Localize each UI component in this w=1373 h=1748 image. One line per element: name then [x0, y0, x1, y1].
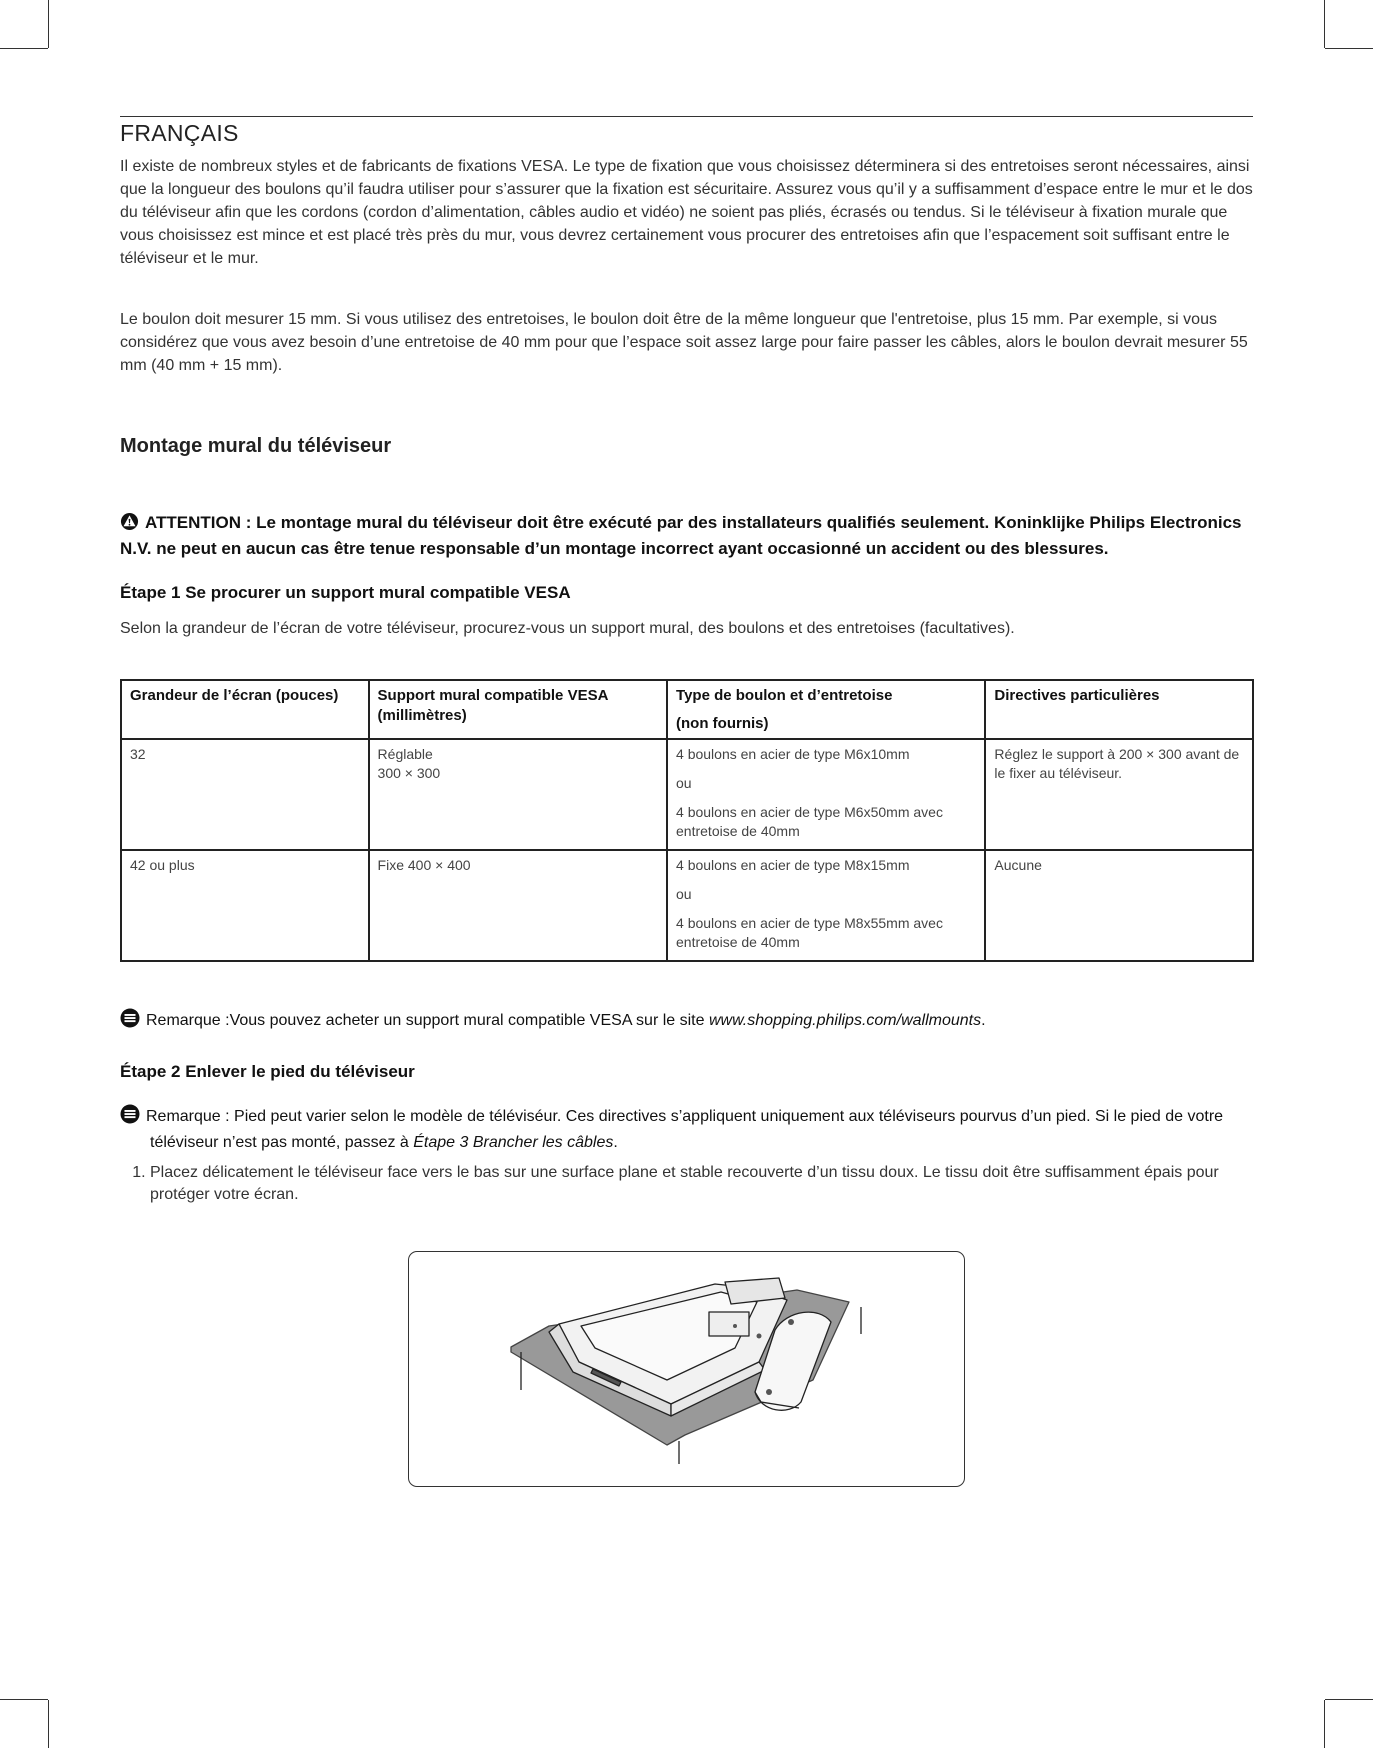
note-icon [120, 1104, 140, 1131]
bolt-option: 4 boulons en acier de type M8x55mm avec entretoise de 40mm [676, 915, 943, 950]
language-heading: FRANÇAIS [120, 120, 239, 146]
instruction-list [120, 1162, 1253, 1206]
crop-mark [1324, 0, 1325, 48]
crop-mark [48, 0, 49, 48]
vesa-spec-table [120, 679, 1254, 962]
bolt-or: ou [676, 886, 692, 902]
section-title: Montage mural du téléviseur [120, 435, 392, 457]
warning-icon [120, 512, 139, 537]
header-wall-mount: Support mural compatible VESA (millimètres) [369, 680, 667, 739]
note1-text: Remarque :Vous pouvez acheter un support mural compatible VESA sur le site [146, 1012, 709, 1029]
crop-mark [1325, 48, 1373, 49]
crop-mark [48, 1700, 49, 1748]
mount-line: 300 × 300 [377, 765, 441, 781]
bolt-option: 4 boulons en acier de type M6x10mm [676, 746, 910, 762]
step1-title: Étape 1 Se procurer un support mural compatible VESA [120, 583, 571, 602]
cell-instructions: Réglez le support à 200 × 300 avant de le fixer au téléviseur. [985, 739, 1253, 850]
cell-wall-mount [369, 739, 667, 850]
header-bolt-type-label: Type de boulon et d’entretoise [676, 687, 893, 704]
cell-wall-mount [369, 850, 667, 961]
cell-screen-size: 32 [121, 739, 369, 850]
table-row [121, 739, 1253, 850]
list-item: 1. Placez délicatement le téléviseur face vers le bas sur une surface plane et stable recouverte d’un tissu doux. Le tissu doit être suffisamment épais pour protéger votre écran. [150, 1162, 1253, 1206]
cell-instructions: Aucune [985, 850, 1253, 961]
header-rule [120, 116, 1253, 117]
note2-text: Remarque : Pied peut varier selon le modèle de téléviséur. Ces directives s’appliquent uniquement aux téléviseurs pourvus d’un pied. Si le pied de votre téléviseur n’est pas monté, passez à [146, 1108, 1224, 1151]
bolt-paragraph: Le boulon doit mesurer 15 mm. Si vous utilisez des entretoises, le boulon doit être de la même longueur que l'entretoise, plus 15 mm. Par exemple, si vous considérez que vous avez besoin d’une entretoise de 40 mm pour que l’espace soit assez large pour faire passer les câbles, alors le boulon devrait mesurer 55 mm (40 mm + 15 mm). [120, 311, 1248, 374]
cell-bolt-type [667, 850, 985, 961]
crop-mark [1325, 1699, 1373, 1700]
shop-link[interactable]: www.shopping.philips.com/wallmounts [708, 1012, 982, 1029]
mount-line: Fixe 400 × 400 [377, 857, 471, 873]
header-screen-size: Grandeur de l’écran (pouces) [121, 680, 369, 739]
mount-line: Réglable [377, 746, 433, 762]
bolt-option: 4 boulons en acier de type M6x50mm avec entretoise de 40mm [676, 804, 943, 839]
note-stand [120, 1104, 1253, 1154]
crop-mark [1324, 1700, 1325, 1748]
crop-mark [0, 1699, 48, 1700]
table-header-row [121, 680, 1253, 739]
header-bolt-type [667, 680, 985, 739]
bolt-or: ou [676, 775, 692, 791]
attention-text: Le montage mural du téléviseur doit être exécuté par des installateurs qualifiés seulement. Koninklijke Philips Electronics N.V. ne peut en aucun cas être tenue responsable d’un montage incorrect ayant occasionné un accident ou des blessures. [120, 513, 1242, 558]
table-row [121, 850, 1253, 961]
bolt-option: 4 boulons en acier de type M8x15mm [676, 857, 910, 873]
attention-warning [120, 511, 1253, 560]
step3-link[interactable]: Étape 3 Brancher les câbles [413, 1134, 614, 1151]
step2-title: Étape 2 Enlever le pied du téléviseur [120, 1062, 415, 1081]
crop-mark [0, 48, 48, 49]
tv-facedown-illustration [408, 1251, 965, 1487]
document-page [120, 116, 1253, 1206]
step1-text: Selon la grandeur de l’écran de votre téléviseur, procurez-vous un support mural, des boulons et des entretoises (facultatives). [120, 620, 1015, 637]
attention-label: ATTENTION : [145, 513, 252, 532]
cell-bolt-type [667, 739, 985, 850]
note-icon [120, 1008, 140, 1035]
intro-paragraph: Il existe de nombreux styles et de fabricants de fixations VESA. Le type de fixation que vous choisissez déterminera si des entretoises seront nécessaires, ainsi que la longueur des boulons qu’il faudra utiliser pour s’assurer que la fixation est sécuritaire. Assurez vous qu’il y a suffisamment d’espace entre le mur et le dos du téléviseur afin que les cordons (cordon d’alimentation, câbles audio et vidéo) ne soient pas pliés, écrasés ou tendus. Si le téléviseur à fixation murale que vous choisissez est mince et est placé très près du mur, vous devrez certainement vous procurer des entretoises afin que l’espacement soit suffisant entre le téléviseur et le mur. [120, 158, 1253, 267]
cell-screen-size: 42 ou plus [121, 850, 369, 961]
note2-end: . [613, 1134, 618, 1151]
note1-end: . [981, 1012, 986, 1029]
header-instructions: Directives particulières [985, 680, 1253, 739]
header-bolt-type-note: (non fournis) [676, 715, 769, 732]
note-wallmount-shop [120, 1008, 1253, 1035]
